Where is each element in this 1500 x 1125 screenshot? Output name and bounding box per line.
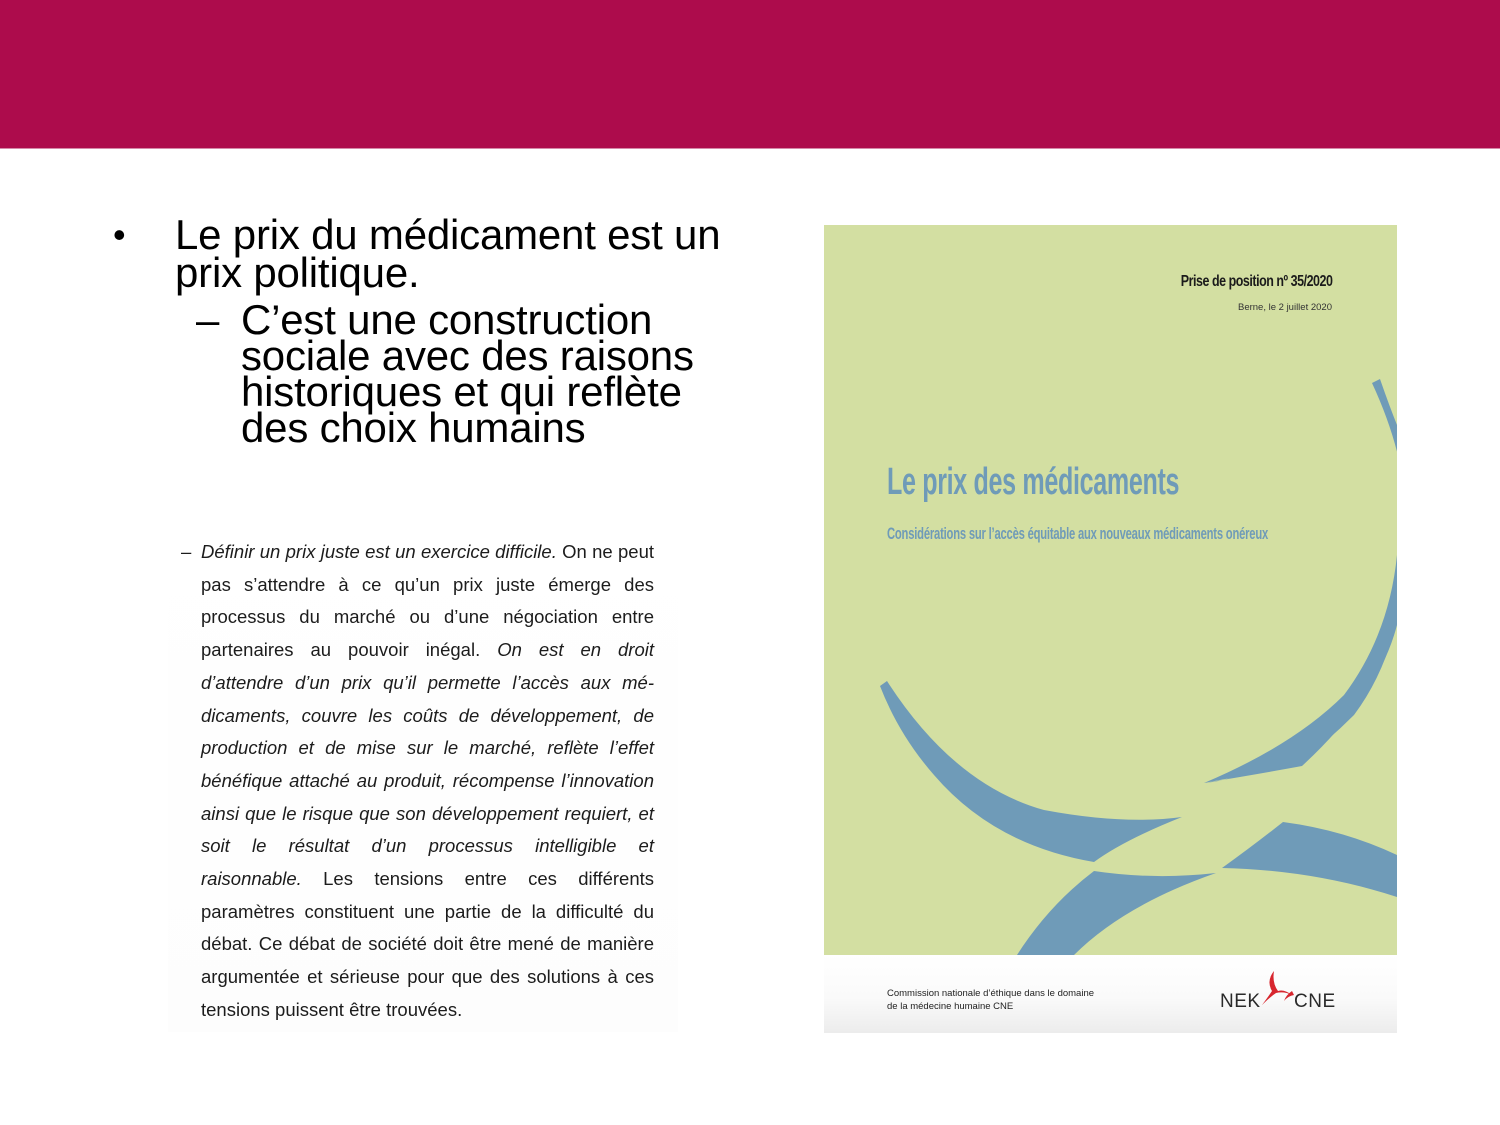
excerpt-paragraph (181, 536, 655, 1027)
excerpt-italic-2: On est en droit d’attendre d’un prix qu’il permette l’accès aux médicaments, couvre les coûts de développement, de production et de mise sur le marché, reflète l’effet bénéfique attaché au produit, récompense l’innovation ainsi que le risque que son développement requiert, et soit le résultat d’un processus intelligible et raisonnable. (201, 639, 655, 890)
sub-bullet-text: C’est une construction sociale avec des raisons historiques et qui reflète des choix humains (241, 296, 694, 451)
bullet-text: Le prix du médicament est un prix politique. (175, 211, 721, 296)
cover-reference: Prise de position nº 35/2020 (1180, 273, 1332, 290)
header-band (0, 0, 1500, 148)
cover-subtitle: Considérations sur l’accès équitable aux nouveaux médicaments onéreux (887, 524, 1269, 543)
dash-marker: – (181, 541, 192, 562)
bullet-list (113, 211, 753, 451)
logo-text-nek: NEK (1220, 991, 1261, 1012)
cover-title: Le prix des médicaments (887, 461, 1180, 503)
organization-name: Commission nationale d’éthique dans le domaine de la médecine humaine CNE (887, 988, 1095, 1012)
cover-arc-graphic (824, 225, 1397, 1033)
excerpt-normal-1: On ne peut pas s’attendre à ce qu’un prix juste émerge des processus du marché ou d’une négociation entre partenaires au pouvoir inégal. (201, 541, 654, 661)
bird-logo-icon (1262, 971, 1296, 1011)
excerpt-italic-1: Définir un prix juste est un exercice difficile. (201, 541, 557, 562)
bullet-marker: • (113, 214, 126, 255)
nek-cne-logo (1220, 971, 1340, 1013)
bullet-item-level2 (113, 296, 753, 451)
logo-text-cne: CNE (1294, 991, 1336, 1012)
dash-marker: – (196, 296, 220, 343)
report-cover (824, 225, 1397, 1033)
bullet-item-level1 (113, 211, 753, 296)
excerpt-normal-2: Les tensions entre ces différents paramètres constituent une partie de la difficulté du débat. Ce débat de société doit être mené de manière argumentée et sérieuse pour que des solutions à ces tensions puissent être trouvées. (201, 868, 654, 1020)
cover-footer (824, 955, 1397, 1033)
document-excerpt (168, 530, 678, 1032)
cover-date: Berne, le 2 juillet 2020 (1237, 302, 1332, 313)
